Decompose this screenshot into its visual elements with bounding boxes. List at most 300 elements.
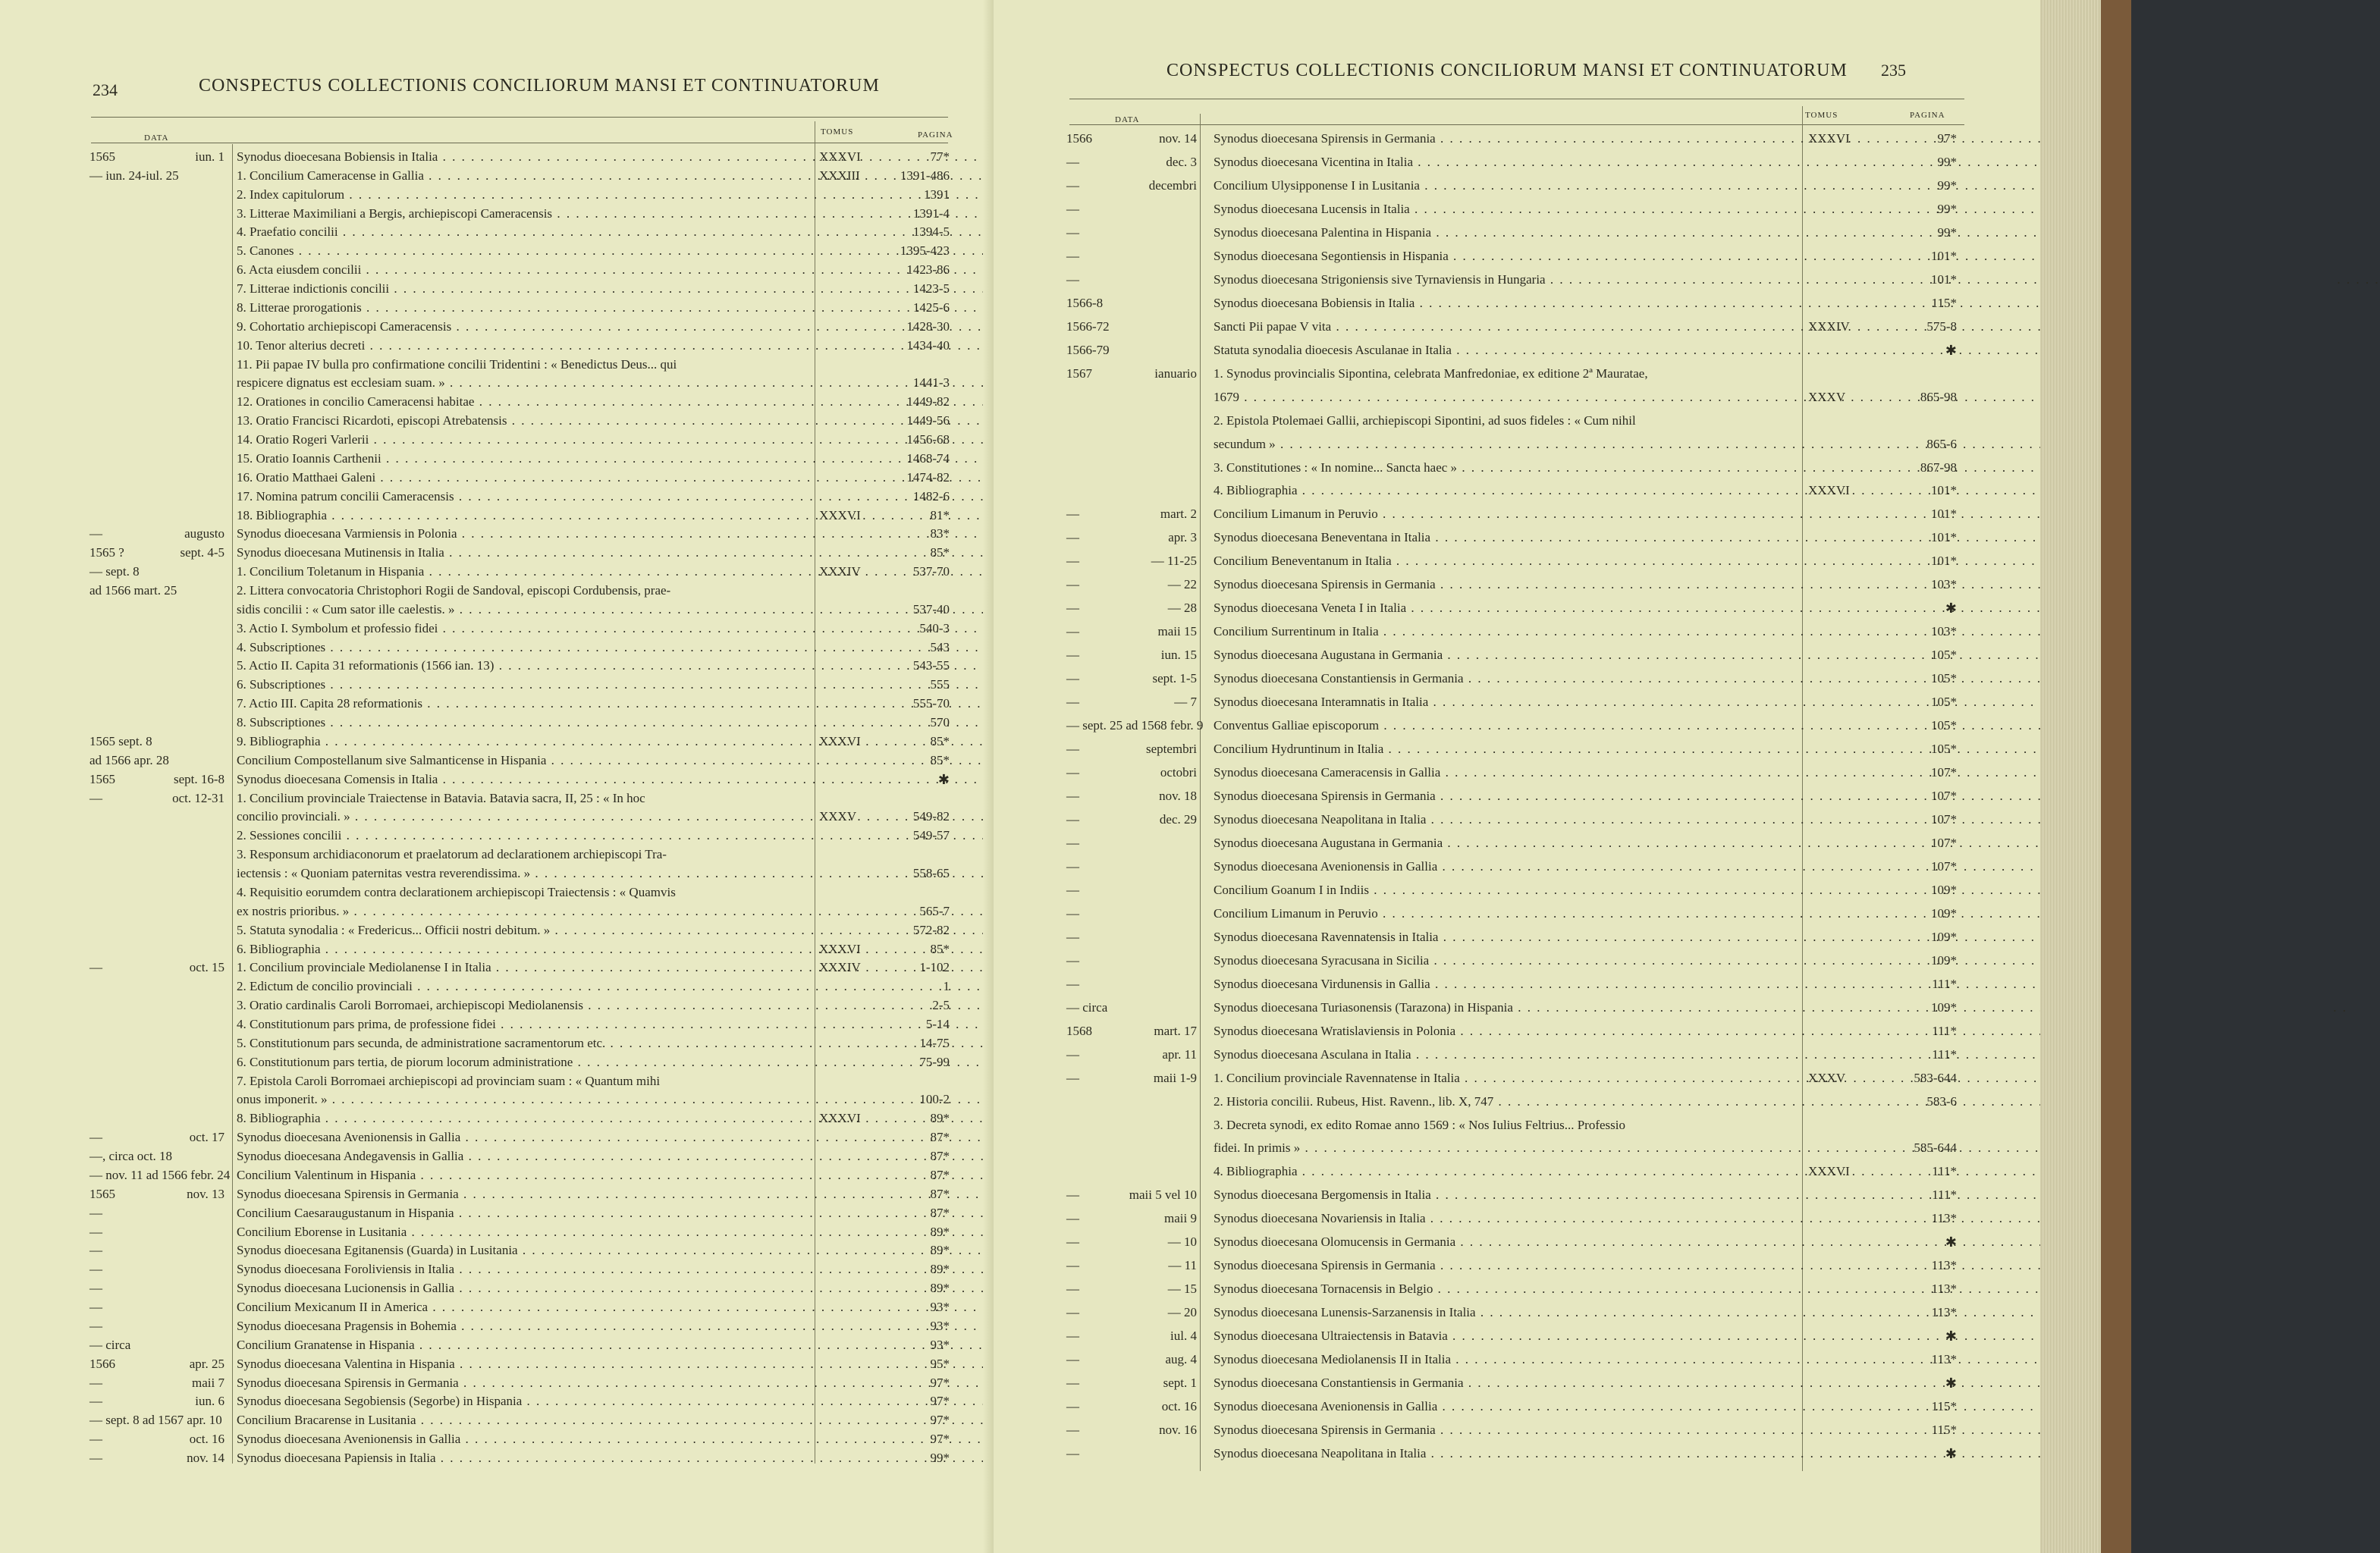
- date-year: —: [1066, 882, 1079, 897]
- entry-title: Synodus dioecesana Avenionensis in Gallia . . .: [1214, 1398, 1798, 1415]
- entry-title: Synodus dioecesana Strigoniensis sive Tyrnaviensis in Hungaria . . .: [1214, 271, 1798, 288]
- pagina: 14-75: [919, 1035, 950, 1050]
- date-year: —: [1066, 530, 1079, 545]
- date-day: augusto: [184, 526, 224, 541]
- date-day: iun. 15: [1160, 648, 1197, 663]
- entry-title: sidis concilii : « Cum sator ille caelestis. » . . .: [237, 601, 804, 618]
- entry-title: 6. Bibliographia . . .: [237, 941, 804, 958]
- tomus: XXXV: [1808, 389, 1846, 404]
- pagina: 1441-3: [912, 375, 950, 391]
- pagina: ✱: [1945, 1329, 1957, 1344]
- pagina: 558-65: [912, 866, 950, 881]
- table-row: [994, 576, 2071, 598]
- date-day: iul. 4: [1170, 1329, 1197, 1344]
- date-day: maii 5 vel 10: [1129, 1187, 1197, 1203]
- table-row: [994, 224, 2071, 246]
- date-year: —: [89, 1262, 102, 1277]
- table-row: [994, 1070, 2071, 1091]
- table-row: [0, 1054, 986, 1075]
- tomus: XXXIV: [819, 960, 861, 975]
- date-year: —: [1066, 271, 1079, 287]
- tomus: XXXIV: [819, 564, 861, 579]
- date-year: —: [1066, 835, 1079, 850]
- pagina: 555-70: [912, 696, 950, 711]
- entry-title: 1. Concilium provinciale Traiectense in Batavia. Batavia sacra, II, 25 : « In hoc: [237, 790, 645, 805]
- entry-title: Synodus dioecesana Mutinensis in Italia . . .: [237, 544, 804, 561]
- table-row: [0, 488, 986, 510]
- left-page: [0, 0, 994, 1553]
- table-row: [0, 563, 986, 585]
- date-year: —: [89, 1394, 102, 1409]
- table-row: [0, 978, 986, 999]
- pagina: ✱: [937, 771, 950, 787]
- date-day: — 11: [1168, 1258, 1197, 1273]
- table-row: [994, 271, 2071, 293]
- date-year: —: [1066, 905, 1079, 921]
- pagina: 113*: [1931, 1211, 1957, 1226]
- pagina: 109*: [1931, 882, 1957, 897]
- pagina: 105*: [1931, 695, 1957, 710]
- table-row: [0, 544, 986, 566]
- pagina: 1391-486: [900, 168, 950, 183]
- date-year: —: [1066, 765, 1079, 780]
- background-right: [2131, 0, 2330, 1553]
- table-row: [994, 811, 2071, 833]
- pagina: 99*: [1937, 201, 1957, 216]
- date-year: — sept. 8 ad 1567 apr. 10: [89, 1413, 222, 1428]
- table-row: [994, 130, 2071, 152]
- date-year: — nov. 11 ad 1566 febr. 24: [89, 1167, 231, 1182]
- entry-title: Synodus dioecesana Segobiensis (Segorbe) in Hispania . . .: [237, 1393, 804, 1410]
- pagina: 101*: [1931, 248, 1957, 263]
- date-year: —: [1066, 929, 1079, 944]
- table-row: [994, 694, 2071, 715]
- date-year: —: [1066, 1187, 1079, 1203]
- entry-title: 10. Tenor alterius decreti . . .: [237, 337, 804, 354]
- entry-title: Synodus dioecesana Beneventana in Italia . . .: [1214, 529, 1798, 546]
- entry-title: Concilium Bracarense in Lusitania . . .: [237, 1412, 804, 1429]
- table-row: [0, 318, 986, 340]
- entry-title: Concilium Caesaraugustanum in Hispania . . .: [237, 1205, 804, 1222]
- date-year: 1566-79: [1066, 342, 1110, 357]
- date-day: nov. 14: [1159, 131, 1197, 146]
- pagina: 1468-74: [906, 450, 950, 466]
- right-table: [994, 0, 2078, 1553]
- table-row: [0, 243, 986, 264]
- entry-title: Synodus dioecesana Novariensis in Italia . . .: [1214, 1210, 1798, 1227]
- entry-title: Concilium Beneventanum in Italia . . .: [1214, 553, 1798, 569]
- table-row: [994, 858, 2071, 880]
- entry-title: 8. Litterae prorogationis . . .: [237, 300, 804, 316]
- date-day: ianuario: [1154, 366, 1197, 381]
- pagina: 101*: [1931, 271, 1957, 287]
- date-year: 1567: [1066, 366, 1092, 381]
- date-day: sept. 1: [1163, 1376, 1197, 1391]
- table-row: [0, 1280, 986, 1301]
- date-day: aug. 4: [1165, 1352, 1197, 1367]
- pagina: 109*: [1931, 999, 1957, 1015]
- pagina: 1434-40: [906, 337, 950, 353]
- entry-title: 12. Orationes in concilio Cameracensi habitae . . .: [237, 394, 804, 410]
- pagina: 575-8: [1926, 318, 1957, 334]
- entry-title: 17. Nomina patrum concilii Cameracensis . . .: [237, 488, 804, 505]
- table-row: [0, 168, 986, 189]
- table-row: [994, 788, 2071, 809]
- entry-title: 6. Subscriptiones . . .: [237, 676, 804, 693]
- date-year: —: [1066, 695, 1079, 710]
- entry-title: 2. Index capitulorum . . .: [237, 187, 804, 203]
- date-day: mart. 2: [1160, 507, 1197, 522]
- table-row: [0, 149, 986, 170]
- date-year: —: [1066, 1446, 1079, 1460]
- entry-title: Synodus dioecesana Bobiensis in Italia . . .: [237, 149, 804, 165]
- date-year: 1566: [1066, 131, 1092, 146]
- pagina: 1: [943, 979, 950, 994]
- pagina: 89*: [930, 1262, 950, 1277]
- date-day: decembri: [1148, 177, 1197, 193]
- pagina: 97*: [930, 1432, 950, 1447]
- table-row: [994, 741, 2071, 762]
- pagina: 87*: [930, 1149, 950, 1164]
- date-day: — 11-25: [1151, 554, 1197, 569]
- date-year: 1565 ?: [89, 545, 124, 560]
- tomus: XXXVI: [819, 1111, 861, 1126]
- pagina: 1428-30: [906, 318, 950, 334]
- date-year: 1566-72: [1066, 318, 1110, 334]
- entry-title: Synodus dioecesana Augustana in Germania . . .: [1214, 835, 1798, 852]
- table-row: [0, 790, 986, 811]
- date-day: septembri: [1145, 742, 1197, 757]
- date-year: —: [1066, 1376, 1079, 1391]
- pagina: 83*: [930, 526, 950, 541]
- entry-title: Synodus dioecesana Ultraiectensis in Batavia . . .: [1214, 1328, 1798, 1344]
- pagina: 89*: [930, 1111, 950, 1126]
- table-row: [994, 1187, 2071, 1208]
- date-year: —: [1066, 858, 1079, 874]
- table-row: [0, 507, 986, 529]
- left-running-header: CONSPECTUS COLLECTIONIS CONCILIORUM MANSI ET CONTINUATORUM: [199, 76, 880, 96]
- date-year: —: [1066, 1046, 1079, 1062]
- table-row: [994, 529, 2071, 551]
- table-row: [0, 922, 986, 943]
- entry-title: Synodus dioecesana Constantiensis in Germania . . .: [1214, 670, 1798, 687]
- entry-title: 4. Bibliographia . . .: [1214, 1163, 1798, 1180]
- pagina: 107*: [1931, 765, 1957, 780]
- pagina: 77*: [930, 149, 950, 164]
- date-year: —: [1066, 507, 1079, 522]
- table-row: [994, 1445, 2071, 1467]
- pagina: 97*: [930, 1413, 950, 1428]
- table-row: [994, 600, 2071, 621]
- right-col-tomus-head: TOMUS: [1805, 111, 1838, 120]
- pagina: 103*: [1931, 624, 1957, 639]
- entry-title: Synodus dioecesana Spirensis in Germania . . .: [1214, 1257, 1798, 1274]
- entry-title: Synodus dioecesana Virdunensis in Gallia . . .: [1214, 976, 1798, 993]
- entry-title: Synodus dioecesana Vicentina in Italia . . .: [1214, 154, 1798, 171]
- pagina: 93*: [930, 1300, 950, 1315]
- date-year: —: [1066, 554, 1079, 569]
- table-row: [0, 224, 986, 245]
- entry-title: 2. Edictum de concilio provinciali . . .: [237, 978, 804, 995]
- entry-title: Concilium Hydruntinum in Italia . . .: [1214, 741, 1798, 758]
- tomus: XXXVI: [819, 507, 861, 522]
- entry-title: 16. Oratio Matthaei Galeni . . .: [237, 469, 804, 486]
- table-row: [994, 1398, 2071, 1420]
- pagina: 555: [930, 677, 950, 692]
- pagina: 1474-82: [906, 469, 950, 485]
- right-col-pagina-head: PAGINA: [1910, 111, 1945, 120]
- table-row: [994, 248, 2071, 269]
- entry-title: Synodus dioecesana Egitanensis (Guarda) in Lusitania . . .: [237, 1242, 804, 1259]
- pagina: 549-82: [912, 809, 950, 824]
- pagina: 115*: [1931, 295, 1957, 310]
- table-row: [0, 752, 986, 773]
- date-year: 1565: [89, 1186, 115, 1201]
- pagina: 85*: [930, 733, 950, 748]
- table-row: [994, 1210, 2071, 1231]
- entry-title: Synodus dioecesana Foroliviensis in Italia . . .: [237, 1261, 804, 1278]
- pagina: 99*: [1937, 224, 1957, 240]
- pagina: 543: [930, 639, 950, 654]
- table-row: [994, 436, 2071, 457]
- date-year: —: [1066, 154, 1079, 169]
- entry-title: Synodus dioecesana Varmiensis in Polonia . . .: [237, 526, 804, 542]
- table-row: [0, 469, 986, 491]
- pagina: 570: [930, 715, 950, 730]
- pagina: 99*: [1937, 177, 1957, 193]
- table-row: [994, 177, 2071, 199]
- table-row: [0, 1318, 986, 1339]
- entry-title: 2. Historia concilii. Rubeus, Hist. Ravenn., lib. X, 747 . . .: [1214, 1093, 1798, 1110]
- tomus: XXXIII: [819, 168, 860, 183]
- table-row: [994, 553, 2071, 574]
- date-day: dec. 29: [1159, 811, 1197, 827]
- pagina: 867-98: [1920, 460, 1957, 475]
- pagina: 583-6: [1926, 1093, 1957, 1109]
- entry-title: 15. Oratio Ioannis Carthenii . . .: [237, 450, 804, 467]
- entry-title: Synodus dioecesana Tornacensis in Belgio . . .: [1214, 1281, 1798, 1297]
- table-row: [994, 506, 2071, 527]
- pagina: 1425-6: [912, 300, 950, 315]
- table-row: [994, 1023, 2071, 1044]
- pagina: 1391-4: [912, 205, 950, 221]
- entry-title: Synodus dioecesana Spirensis in Germania . . .: [1214, 1422, 1798, 1438]
- table-row: [994, 1093, 2071, 1115]
- table-row: [0, 1393, 986, 1414]
- date-day: oct. 12-31: [172, 790, 224, 805]
- table-row: [994, 1281, 2071, 1302]
- pagina: 2-5: [932, 998, 950, 1013]
- date-day: octobri: [1160, 765, 1197, 780]
- date-year: —: [1066, 742, 1079, 757]
- table-row: [994, 154, 2071, 175]
- date-day: oct. 16: [1161, 1399, 1197, 1414]
- date-year: — circa: [1066, 999, 1108, 1015]
- date-day: nov. 13: [187, 1186, 224, 1201]
- date-year: —: [1066, 1235, 1079, 1250]
- entry-title: Synodus dioecesana Avenionensis in Gallia . . .: [237, 1129, 804, 1146]
- table-row: [0, 733, 986, 755]
- pagina: 85*: [930, 752, 950, 767]
- date-year: — sept. 8: [89, 564, 140, 579]
- table-row: [994, 295, 2071, 316]
- table-row: [0, 808, 986, 830]
- table-row: [994, 670, 2071, 692]
- date-day: oct. 16: [189, 1432, 224, 1447]
- right-col-data-head: DATA: [1115, 115, 1140, 124]
- entry-title: Synodus dioecesana Spirensis in Germania . . .: [237, 1375, 804, 1391]
- date-year: —: [89, 1300, 102, 1315]
- table-row: [0, 1205, 986, 1226]
- pagina: 97*: [930, 1375, 950, 1390]
- entry-title: Synodus dioecesana Turiasonensis (Tarazona) in Hispania . . .: [1214, 999, 1798, 1016]
- entry-title: 5. Statuta synodalia : « Fredericus... Officii nostri debitum. » . . .: [237, 922, 804, 939]
- entry-title: Concilium Mexicanum II in America . . .: [237, 1299, 804, 1316]
- entry-title: Concilium Limanum in Peruvio . . .: [1214, 905, 1798, 922]
- table-row: [994, 366, 2071, 387]
- date-year: —: [1066, 976, 1079, 991]
- entry-title: 9. Cohortatio archiepiscopi Cameracensis . . .: [237, 318, 804, 335]
- date-year: ad 1566 apr. 28: [89, 752, 169, 767]
- pagina: 85*: [930, 941, 950, 956]
- pagina: 1456-68: [906, 432, 950, 447]
- date-year: —: [1066, 177, 1079, 193]
- date-year: — sept. 25 ad 1568 febr. 9: [1066, 718, 1204, 733]
- entry-title: Synodus dioecesana Neapolitana in Italia . . .: [1214, 1445, 1798, 1462]
- table-row: [0, 695, 986, 717]
- table-row: [0, 601, 986, 623]
- pagina: 75-99: [919, 1054, 950, 1069]
- date-year: 1566: [89, 1356, 115, 1371]
- table-row: [0, 1110, 986, 1131]
- table-row: [994, 318, 2071, 340]
- table-row: [0, 997, 986, 1018]
- entry-title: respicere dignatus est ecclesiam suam. » . . .: [237, 375, 804, 391]
- entry-title: 3. Oratio cardinalis Caroli Borromaei, archiepiscopi Mediolanensis . . .: [237, 997, 804, 1014]
- entry-title: Concilium Ulysipponense I in Lusitania . . .: [1214, 177, 1798, 194]
- entry-title: Synodus dioecesana Lucionensis in Gallia . . .: [237, 1280, 804, 1297]
- pagina: 115*: [1931, 1399, 1957, 1414]
- entry-title: 8. Bibliographia . . .: [237, 1110, 804, 1127]
- entry-title: 6. Acta eiusdem concilii . . .: [237, 262, 804, 278]
- table-row: [0, 413, 986, 434]
- pagina: 99*: [1937, 154, 1957, 169]
- table-row: [0, 1356, 986, 1377]
- entry-title: Statuta synodalia dioecesis Asculanae in Italia . . .: [1214, 342, 1798, 359]
- pagina: 105*: [1931, 718, 1957, 733]
- table-row: [994, 1257, 2071, 1278]
- date-year: ad 1566 mart. 25: [89, 583, 177, 598]
- date-year: —: [89, 526, 102, 541]
- table-row: [0, 827, 986, 849]
- pagina: 865-98: [1920, 389, 1957, 404]
- date-day: maii 1-9: [1153, 1070, 1197, 1085]
- tomus: XXXVI: [819, 733, 861, 748]
- table-row: [0, 1337, 986, 1358]
- table-row: [994, 1234, 2071, 1255]
- table-row: [994, 882, 2071, 903]
- entry-title: Synodus dioecesana Palentina in Hispania . . .: [1214, 224, 1798, 241]
- entry-title: 7. Litterae indictionis concilii . . .: [237, 281, 804, 297]
- entry-title: Synodus dioecesana Ravennatensis in Italia . . .: [1214, 929, 1798, 946]
- pagina: 865-6: [1926, 436, 1957, 451]
- date-day: nov. 16: [1159, 1423, 1197, 1438]
- entry-title: 4. Subscriptiones . . .: [237, 639, 804, 656]
- table-row: [0, 1431, 986, 1452]
- entry-title: Concilium Compostellanum sive Salmanticense in Hispania . . .: [237, 752, 804, 769]
- pagina: 101*: [1931, 483, 1957, 498]
- table-row: [0, 884, 986, 905]
- date-year: —: [1066, 601, 1079, 616]
- entry-title: 3. Actio I. Symbolum et professio fidei . . .: [237, 620, 804, 637]
- entry-title: Sancti Pii papae V vita . . .: [1214, 318, 1798, 335]
- date-year: — circa: [89, 1337, 131, 1352]
- entry-title: Concilium Valentinum in Hispania . . .: [237, 1167, 804, 1184]
- pagina: 81*: [930, 507, 950, 522]
- entry-title: concilio provinciali. » . . .: [237, 808, 804, 825]
- table-row: [0, 1224, 986, 1245]
- date-year: —: [1066, 1423, 1079, 1438]
- table-row: [0, 1148, 986, 1169]
- table-row: [0, 375, 986, 396]
- tomus: XXXVI: [1808, 131, 1850, 146]
- pagina: 107*: [1931, 858, 1957, 874]
- pagina: 95*: [930, 1356, 950, 1371]
- entry-title: 1679 . . .: [1214, 389, 1798, 406]
- tomus: XXXVI: [819, 941, 861, 956]
- entry-title: 1. Concilium provinciale Mediolanense I in Italia . . .: [237, 959, 804, 976]
- pagina: ✱: [1945, 1235, 1957, 1250]
- entry-title: Synodus dioecesana Segontiensis in Hispania . . .: [1214, 248, 1798, 265]
- table-row: [994, 1163, 2071, 1184]
- pagina: ✱: [1945, 1446, 1957, 1461]
- left-col-pagina-head: PAGINA: [918, 130, 953, 140]
- date-year: —: [89, 1432, 102, 1447]
- tomus: XXXV: [1808, 1070, 1846, 1085]
- table-row: [994, 1117, 2071, 1138]
- entry-title: 4. Praefatio concilii . . .: [237, 224, 804, 240]
- table-row: [0, 1450, 986, 1471]
- pagina: 111*: [1932, 976, 1957, 991]
- table-row: [994, 389, 2071, 410]
- entry-title: 1. Synodus provincialis Sipontina, celebrata Manfredoniae, ex editione 2ª Mauratae,: [1214, 366, 1648, 381]
- entry-title: Synodus dioecesana Bobiensis in Italia . . .: [1214, 295, 1798, 312]
- entry-title: 5. Canones . . .: [237, 243, 804, 259]
- date-day: maii 9: [1164, 1211, 1197, 1226]
- date-year: —: [89, 1205, 102, 1220]
- pagina: 109*: [1931, 905, 1957, 921]
- pagina: 89*: [930, 1243, 950, 1258]
- pagina: 1395-423: [900, 243, 950, 259]
- entry-title: Synodus dioecesana Wratislaviensis in Polonia . . .: [1214, 1023, 1798, 1040]
- entry-title: 1. Concilium Cameracense in Gallia . . .: [237, 168, 804, 184]
- entry-title: 4. Requisitio eorumdem contra declarationem archiepiscopi Traiectensis : « Quamvis: [237, 884, 676, 899]
- date-year: —: [89, 1318, 102, 1333]
- pagina: 97*: [1937, 131, 1957, 146]
- date-day: oct. 15: [189, 960, 224, 975]
- date-year: —: [89, 1451, 102, 1465]
- table-row: [0, 1375, 986, 1396]
- table-row: [0, 1035, 986, 1056]
- table-row: [994, 929, 2071, 950]
- table-row: [0, 281, 986, 302]
- pagina: 111*: [1932, 1164, 1957, 1179]
- entry-title: 2. Sessiones concilii . . .: [237, 827, 804, 844]
- pagina: 1-102: [919, 960, 950, 975]
- table-row: [0, 300, 986, 321]
- entry-title: Synodus dioecesana Veneta I in Italia . . .: [1214, 600, 1798, 616]
- date-year: —: [1066, 224, 1079, 240]
